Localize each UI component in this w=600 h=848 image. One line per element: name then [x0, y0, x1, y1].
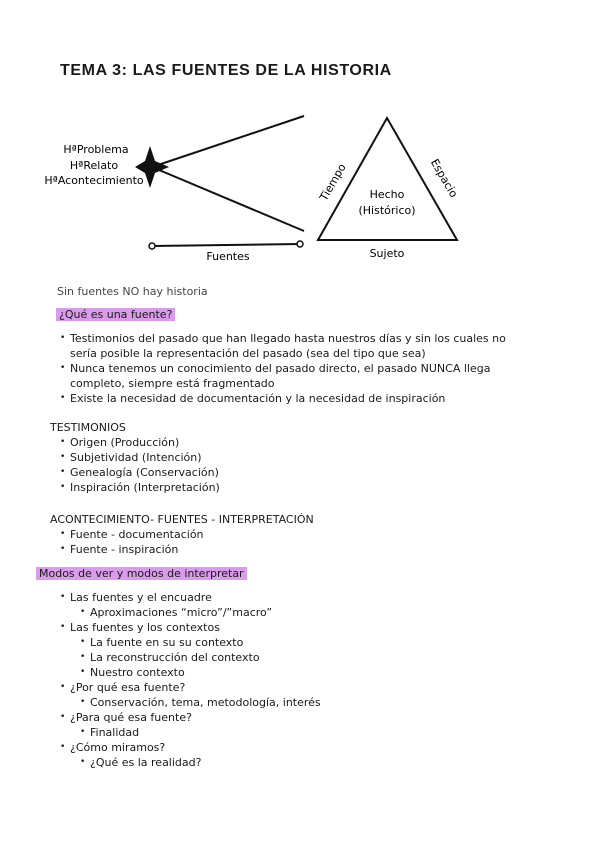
fuentes-line-start-dot [149, 243, 155, 249]
list-item: • Subjetividad (Intención) [70, 450, 220, 465]
list-item: • Las fuentes y el encuadre [70, 590, 321, 605]
list-item: • ¿Por qué esa fuente? [70, 680, 321, 695]
hrelato-label: HªRelato [69, 159, 119, 172]
line-to-top [152, 116, 304, 167]
line-to-bottom [152, 167, 304, 231]
list-item: • Nuestro contexto [90, 665, 321, 680]
fuentes-line [152, 244, 300, 246]
list-item: • ¿Para qué esa fuente? [70, 710, 321, 725]
section2-heading [36, 566, 247, 581]
hacontecimiento-label: HªAcontecimiento [44, 174, 144, 187]
list-item: • Genealogía (Conservación) [70, 465, 220, 480]
hecho-label: Hecho [369, 188, 405, 201]
list-item: • Fuente - inspiración [70, 542, 204, 557]
list-item: • La reconstrucción del contexto [90, 650, 321, 665]
list-item: • Aproximaciones “micro”/”macro” [90, 605, 321, 620]
fuentes-line-end-dot [297, 241, 303, 247]
tiempo-label: Tiempo [317, 161, 349, 204]
list-item: • Testimonios del pasado que han llegado hasta nuestros días y sin los cuales no sería posible la representación del pasado (sea del tipo que sea) [70, 331, 506, 361]
list-item: • ¿Qué es la realidad? [90, 755, 321, 770]
page-title: TEMA 3: LAS FUENTES DE LA HISTORIA [60, 62, 392, 79]
modos-list [70, 590, 321, 770]
list-item: • Nunca tenemos un conocimiento del pasado directo, el pasado NUNCA llega completo, siempre está fragmentado [70, 361, 506, 391]
fuentes-diagram [0, 100, 600, 270]
list-item: • Fuente - documentación [70, 527, 204, 542]
highlighted-heading: ¿Qué es una fuente? [56, 308, 175, 321]
historico-label: (Histórico) [358, 204, 416, 217]
list-item: • Las fuentes y los contextos [70, 620, 321, 635]
acontecimiento-heading: ACONTECIMIENTO- FUENTES - INTERPRETACIÓN [50, 513, 314, 526]
list-item: • Finalidad [90, 725, 321, 740]
list-item: • Conservación, tema, metodología, interés [90, 695, 321, 710]
list-item: • Existe la necesidad de documentación y la necesidad de inspiración [70, 391, 506, 406]
testimonios-list [70, 435, 220, 495]
hproblema-label: HªProblema [63, 143, 129, 156]
acontecimiento-list [70, 527, 204, 557]
list-item: • Origen (Producción) [70, 435, 220, 450]
espacio-label: Espacio [427, 156, 461, 200]
list-item: • Inspiración (Interpretación) [70, 480, 220, 495]
highlighted-heading: Modos de ver y modos de interpretar [36, 567, 247, 580]
fuente-bullets [70, 331, 506, 406]
section1-heading [56, 307, 175, 322]
testimonios-heading: TESTIMONIOS [50, 421, 126, 434]
fuentes-label: Fuentes [206, 250, 250, 263]
sujeto-label: Sujeto [369, 247, 405, 260]
list-item: • La fuente en su su contexto [90, 635, 321, 650]
intro-text: Sin fuentes NO hay historia [57, 285, 208, 298]
list-item: • ¿Cómo miramos? [70, 740, 321, 755]
